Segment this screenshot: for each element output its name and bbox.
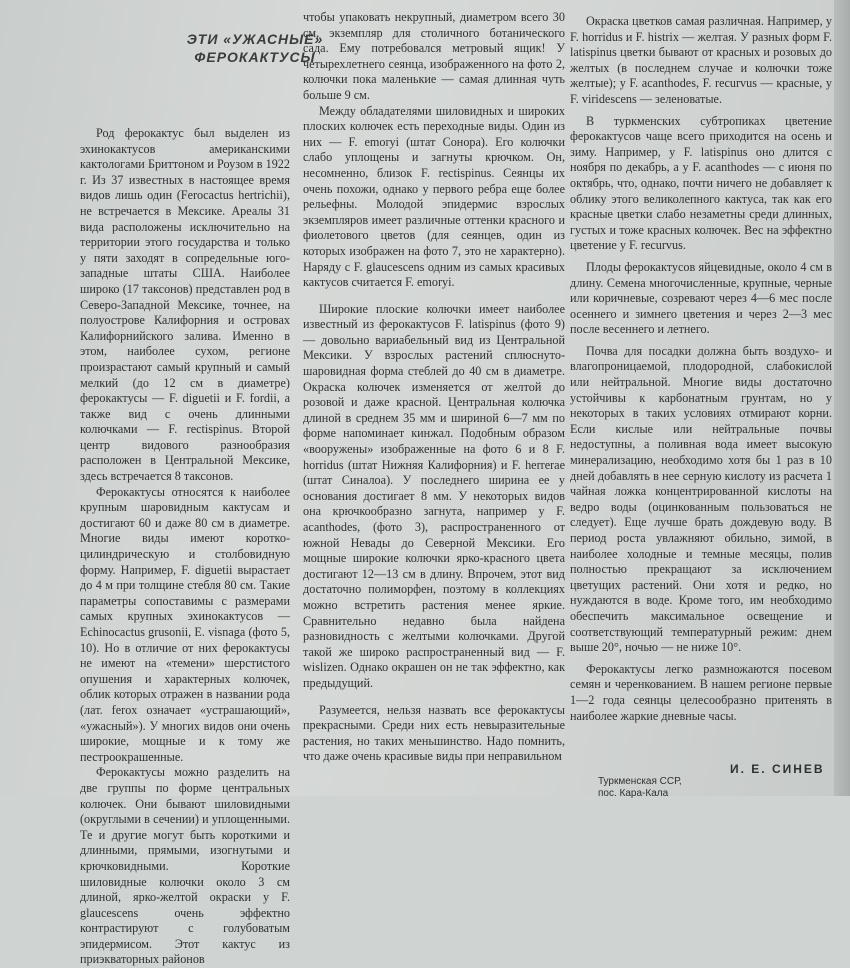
paragraph: Ферокактусы относятся к наиболее крупным шаровидным кактусам и достигают 60 и даже 80 см в диаметре. Многие виды имеют короткоцилиндрическую и столбовидную форму. Например, F. diguetii вырастает до 4 м при толщине стебля 80 см. Такие параметры сопоставимы с размерами самых крупных эхинокактусов — Echinocactus grusonii, E. visnaga (фото 5, 10). Но в отличие от них ферокактусы не имеют на «темени» шерстистого опушения и характерных колючек, облик которых отражен в названии рода (лат. ferox означает «устрашающий», «ужасный»). У многих видов они очень широкие, мощные и к тому же пестроокрашенные. xyxy=(80,484,290,764)
paragraph: чтобы упаковать некрупный, диаметром всего 30 см, экземпляр для столичного ботанического сада. Ему потребовался метровый ящик! У четырехлетнего сеянца, изображенного на фото 2, колючки пока маленькие — самая длинная чуть больше 9 см. xyxy=(303,10,565,102)
column-2-text xyxy=(303,10,565,765)
author-location xyxy=(598,776,682,800)
author-signature: И. Е. СИНЕВ xyxy=(730,762,825,776)
location-line: Туркменская ССР, xyxy=(598,776,682,787)
paragraph: Плоды ферокактусов яйцевидные, около 4 см в длину. Семена многочисленные, крупные, черные или коричневые, созревают через 4—6 мес после осеннего и зимнего цветения и через 2—3 мес после весеннего и летнего. xyxy=(570,259,832,337)
location-line: пос. Кара-Кала xyxy=(598,788,669,799)
article-title-line1: ЭТИ «УЖАСНЫЕ» xyxy=(186,31,324,47)
paragraph: Между обладателями шиловидных и широких плоских колючек есть переходные виды. Один из них — F. emoryi (штат Сонора). Его колючки слабо уплощены и загнуты крючком. Он, несомненно, близок F. rectispinus. Сеянцы их очень похожи, однако у первого ребра еще более рельефны. Молодой эпидермис взрослых экземпляров имеет различные оттенки красного и фиолетового цветов (для сеянцев, один из которых изображен на фото 7, это не характерно). Наряду с F. glaucescens одним из самых красивых кактусов считается F. emoryi. xyxy=(303,103,565,290)
paragraph: Почва для посадки должна быть воздухо- и влагопроницаемой, плодородной, слабокислой или нейтральной. Многие виды достаточно устойчивы к карбонатным грунтам, но у некоторых в таких условиях отмирают корни. Если кислые или нейтральные почвы недоступны, а поливная вода имеет высокую минерализацию, необходимо хотя бы 1 раз в 10 дней добавлять в нее серную кислоту из расчета 1 чайная ложка концентрированной кислоты на ведро воды (оцинкованным пользоваться не следует). Еще лучше брать дождевую воду. В период роста увлажняют обильно, зимой, в наиболее холодные и темные месяцы, полив полностью прекращают за исключением цветущих растений. Они хотя и редко, но нуждаются в воде. Кроме того, им необходимо обеспечить максимальное освещение и соответствующий температурный режим: днем выше 20°, ночью — не ниже 10°. xyxy=(570,343,832,655)
column-1-text xyxy=(80,126,290,968)
article-title-line2: ФЕРОКАКТУСЫ xyxy=(194,49,316,65)
paragraph: Широкие плоские колючки имеет наиболее известный из ферокактусов F. latispinus (фото 9) — довольно вариабельный вид из Центральной Мексики. У взрослых растений сплюснуто-шаровидная форма стеблей до 40 см в диаметре. Окраска колючек изменяется от желтой до розовой и даже красной. Центральная колючка длиной в среднем 35 мм и шириной 6—7 мм по форме напоминает кинжал. Подобным образом «вооружены» изображенные на фото 6 и 8 F. horridus (штат Нижняя Калифорния) и F. herrerae (штат Синалоа). У последнего ширина ее у основания достигает 8 мм. У некоторых видов она крючкообразно загнута, например у F. acanthodes, (фото 3), распространенного от южной Невады до Северной Мексики. Его мощные широкие колючки ярко-красного цвета достигают 12—13 см в длину. Впрочем, этот вид достаточно полиморфен, поэтому в коллекциях можно встретить растения менее яркие. Сравнительно недавно была найдена разновидность с желтыми колючками. Другой такой же широко распространенный вид — F. wislizen. Однако окрашен он не так эффектно, как предыдущий. xyxy=(303,301,565,690)
paragraph: Ферокактусы легко размножаются посевом семян и черенкованием. В нашем регионе первые 1—2 года сеянцы целесообразно притенять в наиболее жаркие дневные часы. xyxy=(570,661,832,723)
paragraph: Окраска цветков самая различная. Например, у F. horridus и F. histrix — желтая. У разных форм F. latispinus цветки бывают от красных и розовых до желтых (в последнем случае и колючки тоже желтые); у F. acanthodes, F. recurvus — красные, у F. viridescens — зеленоватые. xyxy=(570,14,832,106)
paragraph: Разумеется, нельзя назвать все ферокактусы прекрасными. Среди них есть невыразительные растения, но таких меньшинство. Надо помнить, что даже очень красивые виды при неправильном xyxy=(303,702,565,764)
paragraph: В туркменских субтропиках цветение ферокактусов чаще всего приходится на осень и зиму. Например, у F. latispinus оно длится с ноября по декабрь, а у F. acanthodes — с июня по октябрь, что, однако, почти ничего не добавляет к облику этого великолепного кактуса, так как его красные цветки слабо незаметны среди длинных, густых и тоже красных колючек. Вес на эффектно цветение у F. recurvus. xyxy=(570,113,832,253)
paragraph: Ферокактусы можно разделить на две группы по форме центральных колючек. Они бывают шиловидными (округлыми в сечении) и уплощенными. Те и другие могут быть короткими и длинными, прямыми, изогнутыми и крючковидными. Короткие шиловидные колючки около 3 см длиной, ярко-желтой окраски у F. glaucescens очень эффектно контрастируют с голубоватым эпидермисом. Этот кактус из приэкваторных районов xyxy=(80,765,290,967)
column-3-text xyxy=(570,14,832,724)
paragraph: Род ферокактус был выделен из эхинокактусов американскими кактологами Бриттоном и Роузом в 1922 г. Из 37 известных в настоящее время видов лишь один (Ferocactus hertrichii), не встречается в Мексике. Ареалы 31 вида расположены исключительно на территории этого государства и только у пяти заходят в сопредельные юго-западные штаты США. Наиболее широко (17 таксонов) представлен род в Северо-Западной Мексике, точнее, на полуострове Калифорния и островах Калифорнийского залива. Именно в этом, наиболее сухом, регионе произрастают самый крупный и самый мелкий (до 12 см в диаметре) ферокактусы — F. diguetii и F. fordii, а также вид с очень длинными колючками — F. rectispinus. Второй центр видового разнообразия расположен в Центральной Мексике, здесь встречается 8 таксонов. xyxy=(80,126,290,484)
page-edge-shadow xyxy=(834,0,850,796)
